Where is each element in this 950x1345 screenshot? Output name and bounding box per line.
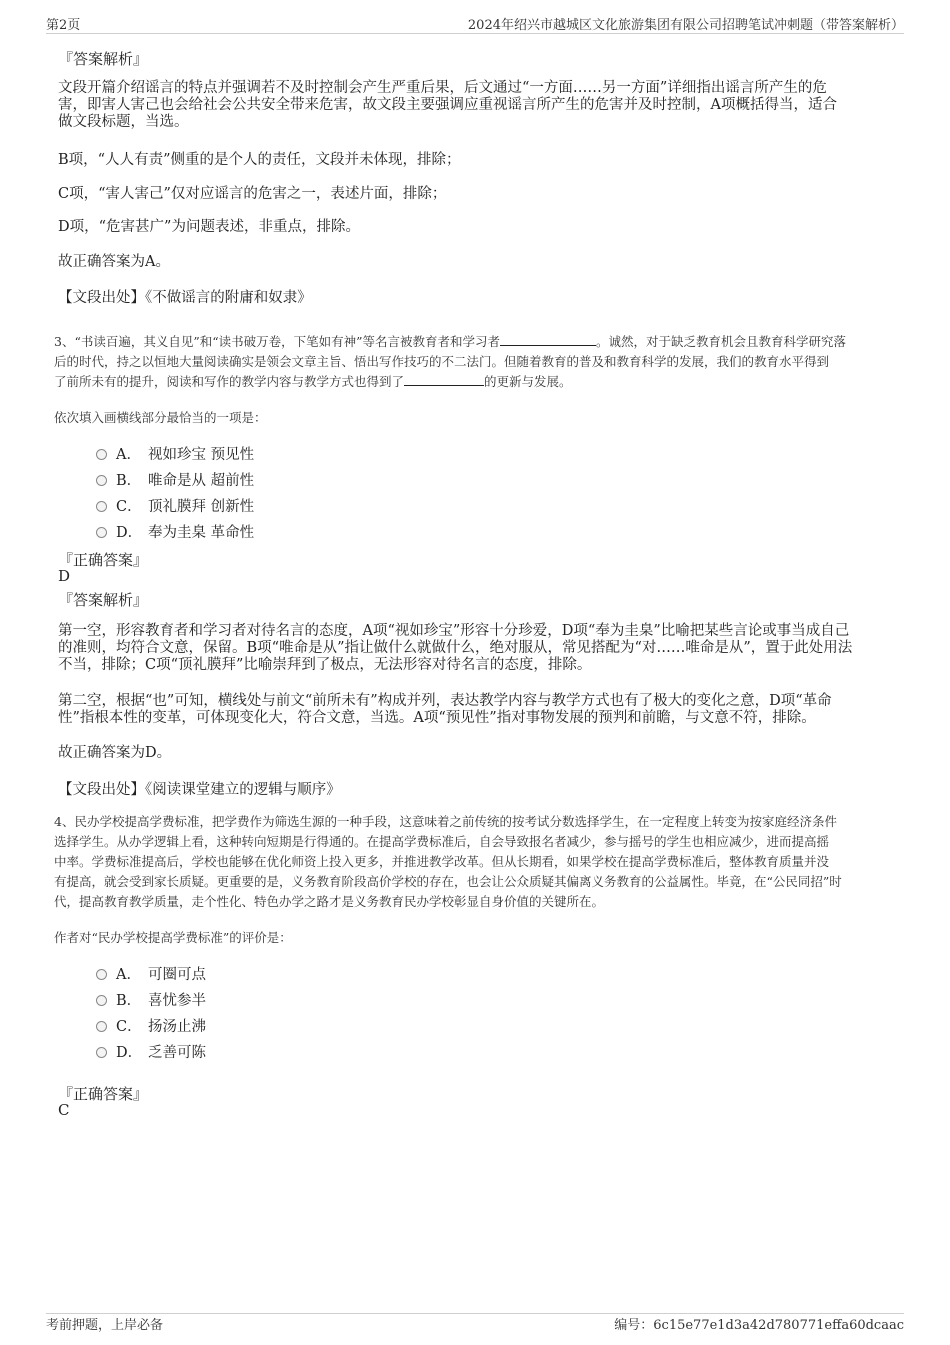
radio-icon[interactable] <box>96 475 107 486</box>
q4-option-c[interactable]: C． 扬汤止沸 <box>96 1015 206 1036</box>
document-code: 编号：6c15e77e1d3a42d780771effa60dcaac <box>614 1318 904 1333</box>
q2-analysis-paragraph-4: D项，“危害甚广”为问题表述，非重点，排除。 <box>58 219 360 235</box>
q3-blank-2 <box>404 373 484 386</box>
q4-stem: 4、民办学校提高学费标准，把学费作为筛选生源的一种手段，这意味着之前传统的按考试分数选择学生，在一定程度上转变为按家庭经济条件 选择学生。从办学逻辑上看，这种转向短期是行得通的。在提高学费标准后，自会导致报名者减少，参与摇号的学生也相应减少，进而提高摇 中率。学费标准提高后，学校也能够在优化师资上投入更多，并推进教学改革。但从长期看，如果学校在提高学费标准后，整体教育质量并没 有提高，就会受到家长质疑。更重要的是，义务教育阶段高价学校的存在，也会让公众质疑其偏离义务教育的公益属性。毕竟，在“公民同招”时 代，提高教育教学质量，走个性化、特色办学之路才是义务教育民办学校彰显自身价值的关键所在。 <box>54 814 842 909</box>
q3-analysis-paragraph-2: 第二空，根据“也”可知，横线处与前文“前所未有”构成并列，表达教学内容与教学方式也有了极大的变化之意，D项“革命 性”指根本性的变革，可体现变化大，符合文意，当选。A项“预见性”指对事物发展的预判和前瞻，与文意不符，排除。 <box>58 693 832 726</box>
page-number: 第2页 <box>46 18 81 33</box>
q4-option-a[interactable]: A． 可圈可点 <box>96 963 206 984</box>
q4-answer-label: 『正确答案』 <box>58 1085 149 1103</box>
q3-analysis-paragraph-1: 第一空，形容教育者和学习者对待名言的态度，A项“视如珍宝”形容十分珍爱，D项“奉为圭臬”比喻把某些言论或事当成自己 的准则，均符合文意，保留。B项“唯命是从”指让做什么就做什么，绝对服从，常见搭配为“对……唯命是从”，置于此处用法 不当，排除；C项“顶礼膜拜”比喻崇拜到了极点，无法形容对待名言的态度，排除。 <box>58 623 853 673</box>
radio-icon[interactable] <box>96 969 107 980</box>
q4-answer: C <box>58 1101 70 1119</box>
q3-answer: D <box>58 567 71 585</box>
radio-icon[interactable] <box>96 527 107 538</box>
radio-icon[interactable] <box>96 1021 107 1032</box>
q2-analysis-label: 『答案解析』 <box>58 50 149 68</box>
q2-analysis-paragraph-5: 故正确答案为A。 <box>58 254 170 270</box>
q3-option-a[interactable]: A． 视如珍宝 预见性 <box>96 443 254 464</box>
q3-source: 【文段出处】《阅读课堂建立的逻辑与顺序》 <box>58 782 341 798</box>
q3-option-c[interactable]: C． 顶礼膜拜 创新性 <box>96 495 254 516</box>
q3-blank-1 <box>500 333 596 346</box>
radio-icon[interactable] <box>96 449 107 460</box>
q3-option-b[interactable]: B． 唯命是从 超前性 <box>96 469 254 490</box>
header-divider <box>46 33 904 34</box>
radio-icon[interactable] <box>96 995 107 1006</box>
q2-analysis-paragraph-1: 文段开篇介绍谣言的特点并强调若不及时控制会产生严重后果，后文通过“一方面……另一方面”详细指出谣言所产生的危 害，即害人害己也会给社会公共安全带来危害，故文段主要强调应重视谣言所产生的危害并及时控制，A项概括得当，适合 做文段标题，当选。 <box>58 80 837 130</box>
radio-icon[interactable] <box>96 501 107 512</box>
q2-source: 【文段出处】《不做谣言的附庸和奴隶》 <box>58 290 312 306</box>
q4-option-d[interactable]: D． 乏善可陈 <box>96 1041 206 1062</box>
q4-prompt: 作者对“民办学校提高学费标准”的评价是： <box>54 930 292 945</box>
q3-stem: 3、“书读百遍，其义自见”和“读书破万卷，下笔如有神”等名言被教育者和学习者 。诚然，对于缺乏教育机会且教育科学研究落 后的时代，持之以恒地大量阅读确实是领会文章主旨、悟出写作技巧的不二法门。但随着教育的普及和教育科学的发展，我们的教育水平得到 了前所未有的提升，阅读和写作的教学内容与教学方式也得到了 的更新与发展。 <box>54 334 847 389</box>
q3-analysis-label: 『答案解析』 <box>58 591 149 609</box>
footer-slogan: 考前押题，上岸必备 <box>46 1318 164 1333</box>
q3-answer-label: 『正确答案』 <box>58 551 149 569</box>
q3-prompt: 依次填入画横线部分最恰当的一项是： <box>54 410 267 425</box>
q3-analysis-paragraph-3: 故正确答案为D。 <box>58 745 172 761</box>
q4-option-b[interactable]: B． 喜忧参半 <box>96 989 206 1010</box>
q3-option-d[interactable]: D． 奉为圭臬 革命性 <box>96 521 254 542</box>
radio-icon[interactable] <box>96 1047 107 1058</box>
q2-analysis-paragraph-3: C项，“害人害己”仅对应谣言的危害之一，表述片面，排除； <box>58 186 447 202</box>
q2-analysis-paragraph-2: B项，“人人有责”侧重的是个人的责任，文段并未体现，排除； <box>58 152 461 168</box>
document-title: 2024年绍兴市越城区文化旅游集团有限公司招聘笔试冲刺题（带答案解析） <box>467 18 904 33</box>
